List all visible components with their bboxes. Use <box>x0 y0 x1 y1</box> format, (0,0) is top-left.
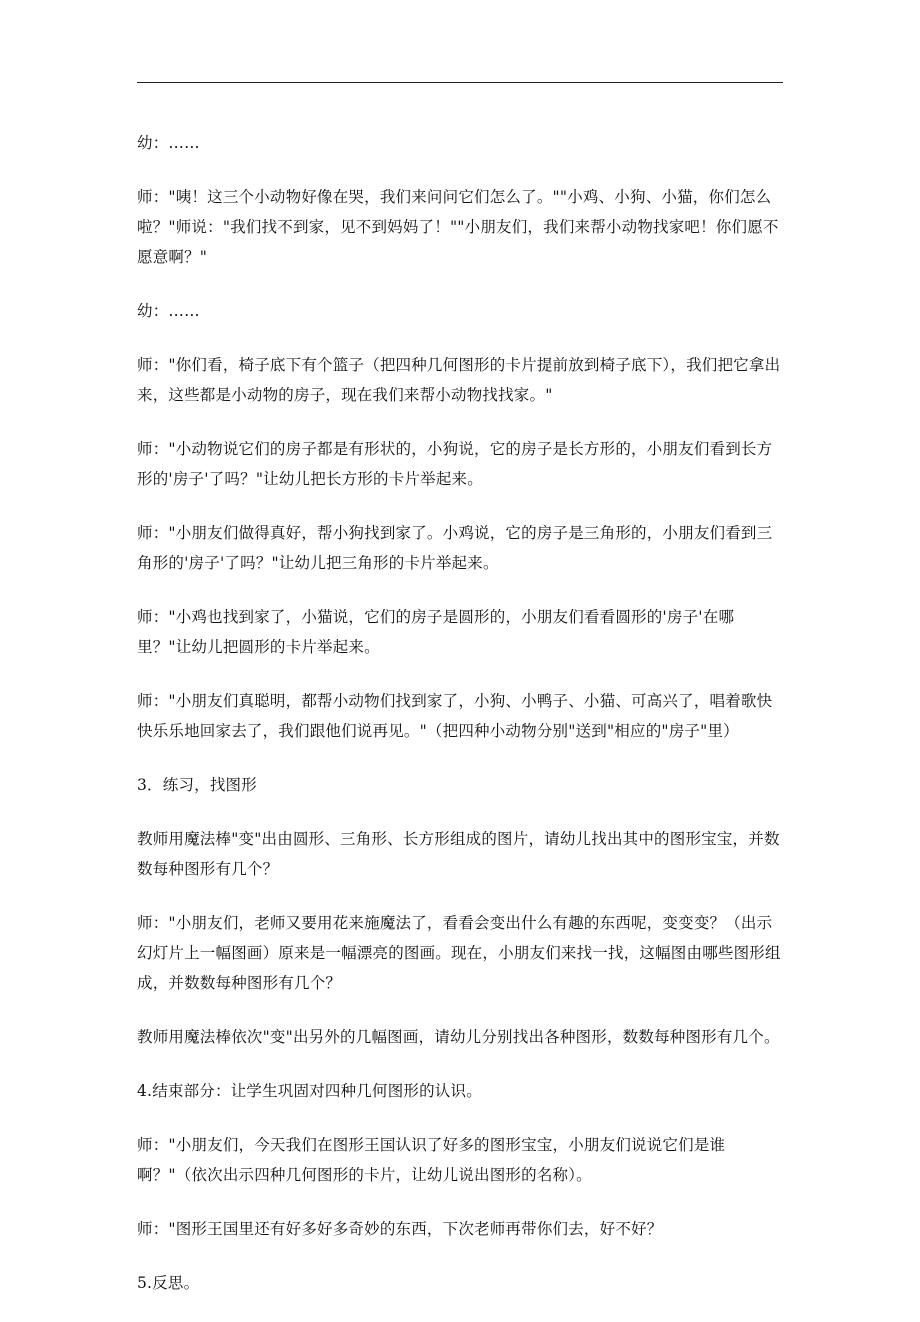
document-body <box>137 128 785 1322</box>
section-heading-practice: 3．练习，找图形 <box>137 776 257 794</box>
paragraph-teacher-triangle: 师："小朋友们做得真好，帮小狗找到家了。小鸡说，它的房子是三角形的，小朋友们看到三角形的'房子'了吗？"让幼儿把三角形的卡片举起来。 <box>137 524 773 572</box>
paragraph-more-pictures: 教师用魔法棒依次"变"出另外的几幅图画，请幼儿分别找出各种图形，数数每种图形有几个。 <box>137 1028 780 1046</box>
paragraph-teacher-next-time: 师："图形王国里还有好多好多奇妙的东西，下次老师再带你们去，好不好？ <box>137 1220 663 1238</box>
paragraph-teacher-review: 师："小朋友们，今天我们在图形王国认识了好多的图形宝宝，小朋友们说说它们是谁啊？"（依次出示四种几何图形的卡片，让幼儿说出图形的名称）。 <box>137 1136 726 1184</box>
header-divider <box>137 82 783 83</box>
paragraph-teacher-circle: 师："小鸡也找到家了，小猫说，它们的房子是圆形的，小朋友们看看圆形的'房子'在哪里？"让幼儿把圆形的卡片举起来。 <box>137 608 735 656</box>
section-heading-ending: 4.结束部分：让学生巩固对四种几何图形的认识。 <box>137 1082 482 1100</box>
paragraph-magic-wand: 教师用魔法棒"变"出由圆形、三角形、长方形组成的图片，请幼儿找出其中的图形宝宝，并数数每种图形有几个？ <box>137 830 780 878</box>
section-heading-reflection: 5.反思。 <box>137 1274 200 1292</box>
paragraph-teacher-crying-animals: 师："咦！这三个小动物好像在哭，我们来问问它们怎么了。""小鸡、小狗、小猫，你们怎么啦？"师说："我们找不到家，见不到妈妈了！""小朋友们，我们来帮小动物找家吧！你们愿不愿意啊？" <box>137 188 779 266</box>
paragraph-child-reply-2: 幼：…… <box>137 302 200 320</box>
paragraph-teacher-magic-picture: 师："小朋友们，老师又要用花来施魔法了，看看会变出什么有趣的东西呢，变变变？（出示幻灯片上一幅图画）原来是一幅漂亮的图画。现在，小朋友们来找一找，这幅图由哪些图形组成，并数数每种图形有几个？ <box>137 914 781 992</box>
paragraph-teacher-rectangle: 师："小动物说它们的房子都是有形状的，小狗说，它的房子是长方形的，小朋友们看到长方形的'房子'了吗？"让幼儿把长方形的卡片举起来。 <box>137 440 773 488</box>
paragraph-teacher-basket: 师："你们看，椅子底下有个篮子（把四种几何图形的卡片提前放到椅子底下），我们把它拿出来，这些都是小动物的房子，现在我们来帮小动物找找家。" <box>137 356 781 404</box>
paragraph-teacher-goodbye: 师："小朋友们真聪明，都帮小动物们找到家了，小狗、小鸭子、小猫、可高兴了，唱着歌快快乐乐地回家去了，我们跟他们说再见。"（把四种小动物分别"送到"相应的"房子"里） <box>137 692 773 740</box>
paragraph-child-reply-1: 幼：…… <box>137 134 200 152</box>
